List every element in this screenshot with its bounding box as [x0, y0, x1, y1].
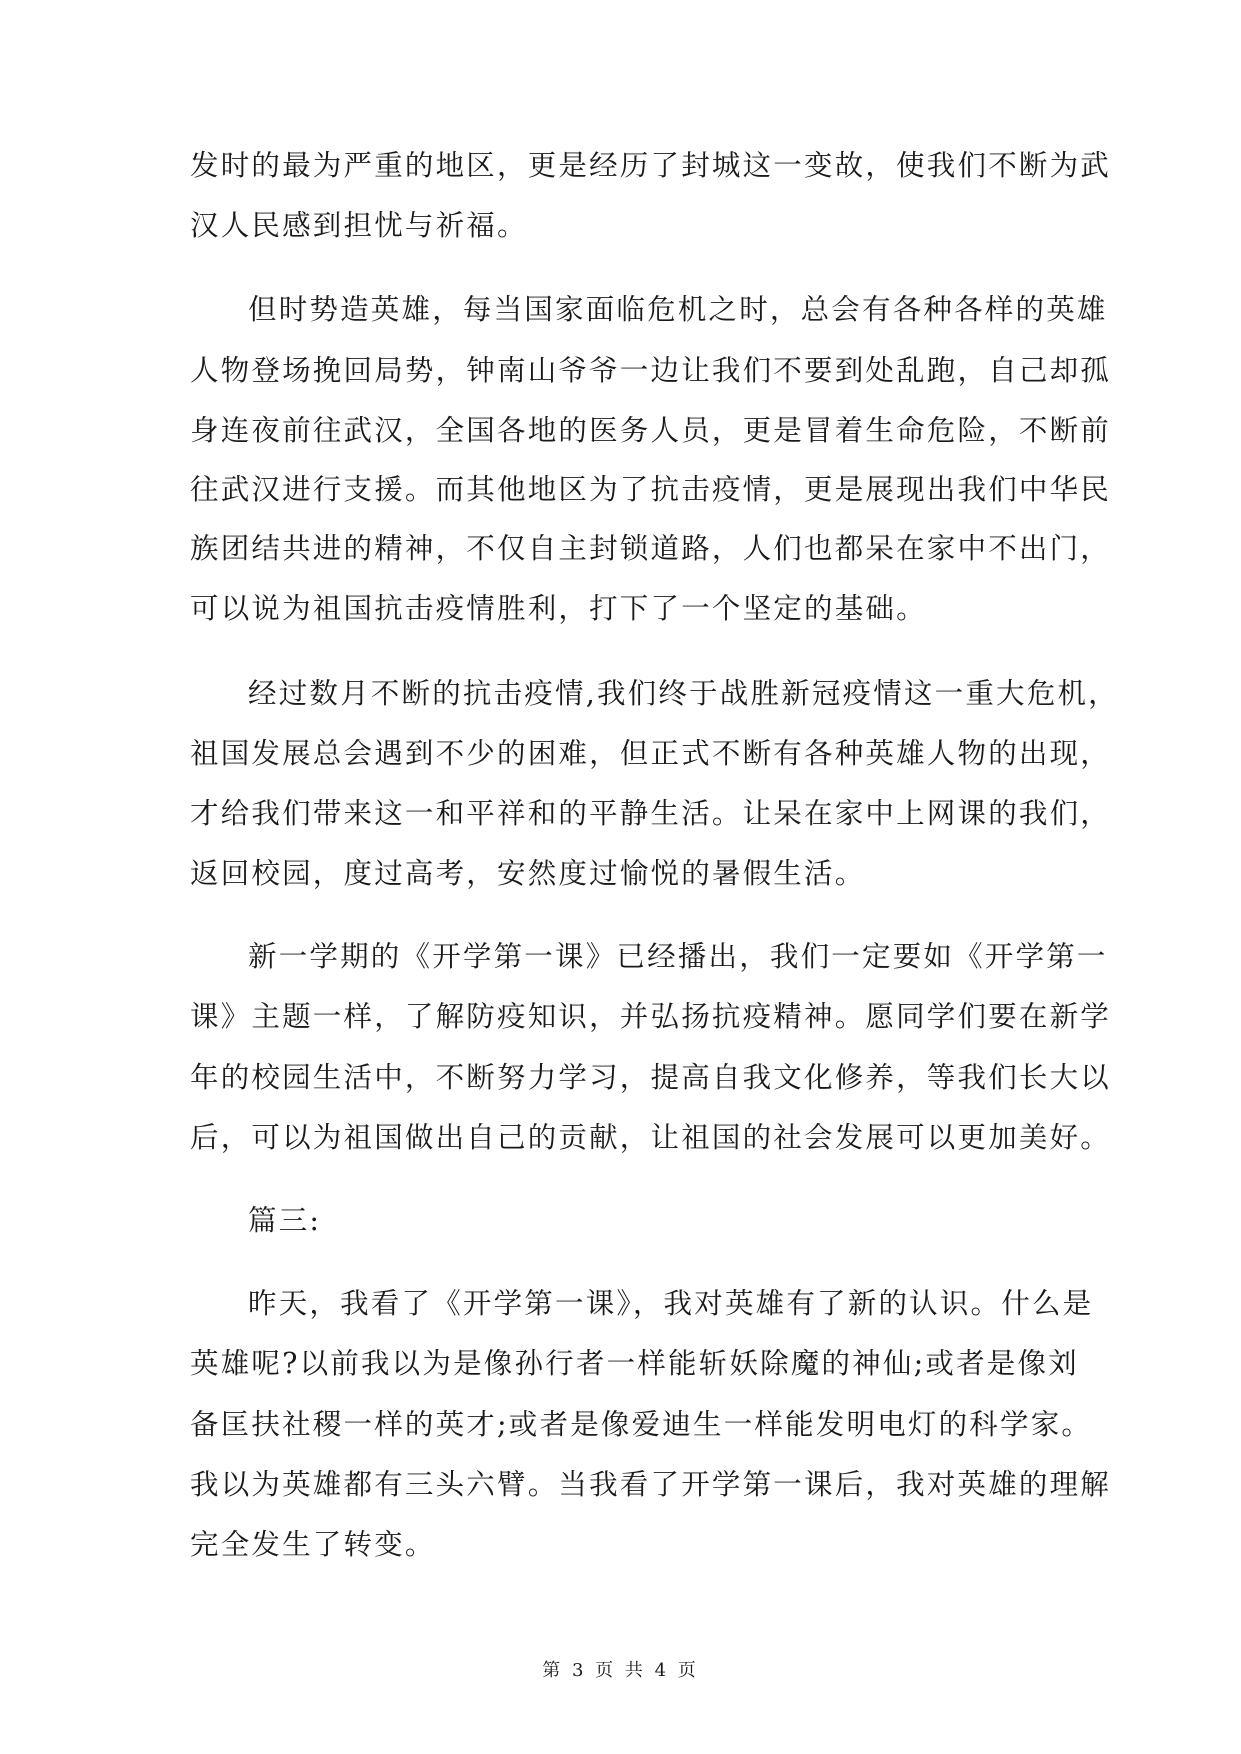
- text-line: 发时的最为严重的地区，更是经历了封城这一变故，使我们不断为武: [190, 149, 1112, 182]
- text-line: 后，可以为祖国做出自己的贡献，让祖国的社会发展可以更加美好。: [190, 1121, 1112, 1154]
- paragraph-start-line: 但时势造英雄，每当国家面临危机之时，总会有各种各样的英雄: [248, 293, 1108, 326]
- text-line: 我以为英雄都有三头六臂。当我看了开学第一课后，我对英雄的理解: [190, 1468, 1112, 1501]
- text-line: 身连夜前往武汉，全国各地的医务人员，更是冒着生命危险，不断前: [190, 414, 1112, 447]
- paragraph-start-line: 经过数月不断的抗击疫情,我们终于战胜新冠疫情这一重大危机，: [248, 677, 1119, 710]
- text-line: 返回校园，度过高考，安然度过愉悦的暑假生活。: [190, 857, 866, 890]
- paragraph-start-line: 新一学期的《开学第一课》已经播出，我们一定要如《开学第一: [248, 940, 1108, 973]
- text-line: 汉人民感到担忧与祈福。: [190, 209, 528, 242]
- text-line: 年的校园生活中，不断努力学习，提高自我文化修养，等我们长大以: [190, 1061, 1112, 1094]
- text-line: 往武汉进行支援。而其他地区为了抗击疫情，更是展现出我们中华民: [190, 473, 1112, 506]
- text-line: 备匡扶社稷一样的英才;或者是像爱迪生一样能发明电灯的科学家。: [190, 1408, 1093, 1441]
- text-line: 课》主题一样，了解防疫知识，并弘扬抗疫精神。愿同学们要在新学: [190, 1000, 1112, 1033]
- text-line: 完全发生了转变。: [190, 1528, 436, 1561]
- paragraph-start-line: 昨天，我看了《开学第一课》，我对英雄有了新的认识。什么是: [248, 1287, 1094, 1320]
- text-line: 族团结共进的精神，不仅自主封锁道路，人们也都呆在家中不出门，: [190, 532, 1112, 565]
- section-heading: 篇三:: [248, 1204, 322, 1237]
- text-line: 祖国发展总会遇到不少的困难，但正式不断有各种英雄人物的出现，: [190, 737, 1112, 770]
- text-line: 可以说为祖国抗击疫情胜利，打下了一个坚定的基础。: [190, 592, 927, 625]
- text-line: 人物登场挽回局势，钟南山爷爷一边让我们不要到处乱跑，自己却孤: [190, 354, 1112, 387]
- text-line: 才给我们带来这一和平祥和的平静生活。让呆在家中上网课的我们，: [190, 797, 1112, 830]
- page-number-footer: 第 3 页 共 4 页: [542, 1660, 699, 1681]
- text-line: 英雄呢?以前我以为是像孙行者一样能斩妖除魔的神仙;或者是像刘: [190, 1347, 1079, 1380]
